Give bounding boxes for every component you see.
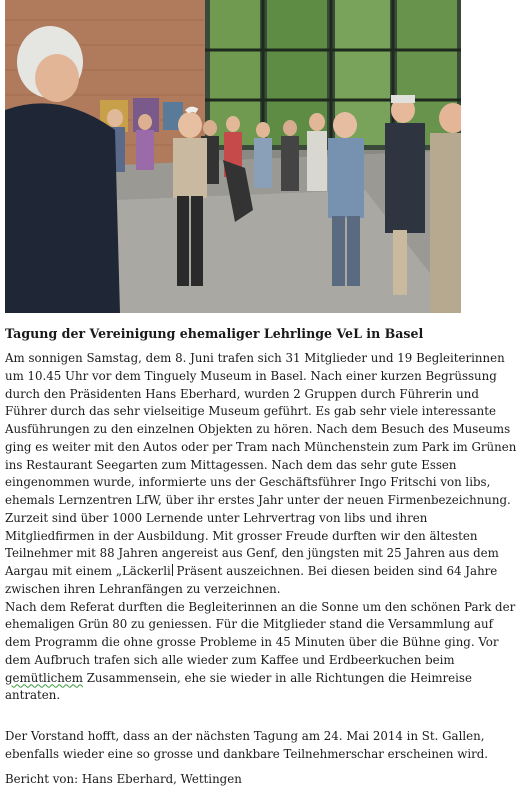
paragraph-text: Am sonnigen Samstag, dem 8. Juni trafen sich 31 Mitglieder und 19 Begleiterinnen um 10.45 Uhr vor dem Tinguely Museum in Basel. Nach einer kurzen Begrüssung durch den Präsidenten Hans Eberhard, wurden 2 Gruppen durch Führerin und Führer durch das sehr vielseitige Museum geführt. Es gab sehr viele interessante Ausführungen zu den einzelnen Objekten zu hören. Nach dem Besuch des Museums ging es weiter mit den Autos oder per Tram nach Münchenstein zum Park im Grünen ins Restaurant Seegarten zum Mittagessen. Nach dem das sehr gute Essen eingenommen wurde, informierte uns der Geschäftsführer Ingo Fritschi von libs, ehemals Lernzentren LfW, über ihr erstes Jahr unter der neuen Firmenbezeichnung. Zurzeit sind über 1000 Lernende unter Lehrvertrag von libs und ihren Mitgliedfirmen in der Ausbildung. Mit grosser Freude durften wir den ältesten Teilnehmer mit 88 Jahren angereist aus Genf, den jüngsten mit 25 Jahren aus dem Aargau mit einem „Läckerli (5, 351, 517, 578)
paragraph-text: Präsent auszeichnen. Bei diesen beiden sind 64 Jahre zwischen ihren Lehranfängen zu verzeichnen. (5, 564, 498, 596)
paragraph-text: Zusammensein, ehe sie wieder in alle Richtungen die Heimreise antraten. (5, 670, 472, 703)
article-paragraph-main (5, 350, 517, 705)
spellcheck-flagged-word: gemütlichem (5, 670, 83, 685)
article-heading: Tagung der Vereinigung ehemaliger Lehrlinge VeL in Basel (5, 326, 424, 341)
article-paragraph-closing: Der Vorstand hofft, dass an der nächsten Tagung am 24. Mai 2014 in St. Gallen, ebenfalls wieder eine so grosse und dankbare Teilnehmerschar erscheinen wird. (5, 729, 489, 761)
article-byline: Bericht von: Hans Eberhard, Wettingen (5, 772, 242, 786)
group-photo (5, 0, 461, 313)
paragraph-text: Nach dem Referat durften die Begleiterinnen an die Sonne um den schönen Park der ehemaligen Grün 80 zu geniessen. Für die Mitglieder stand die Versammlung auf dem Programm die ohne grosse Probleme in 45 Minuten über die Bühne ging. Vor dem Aufbruch trafen sich alle wieder zum Kaffee und Erdbeerkuchen beim (5, 599, 516, 667)
